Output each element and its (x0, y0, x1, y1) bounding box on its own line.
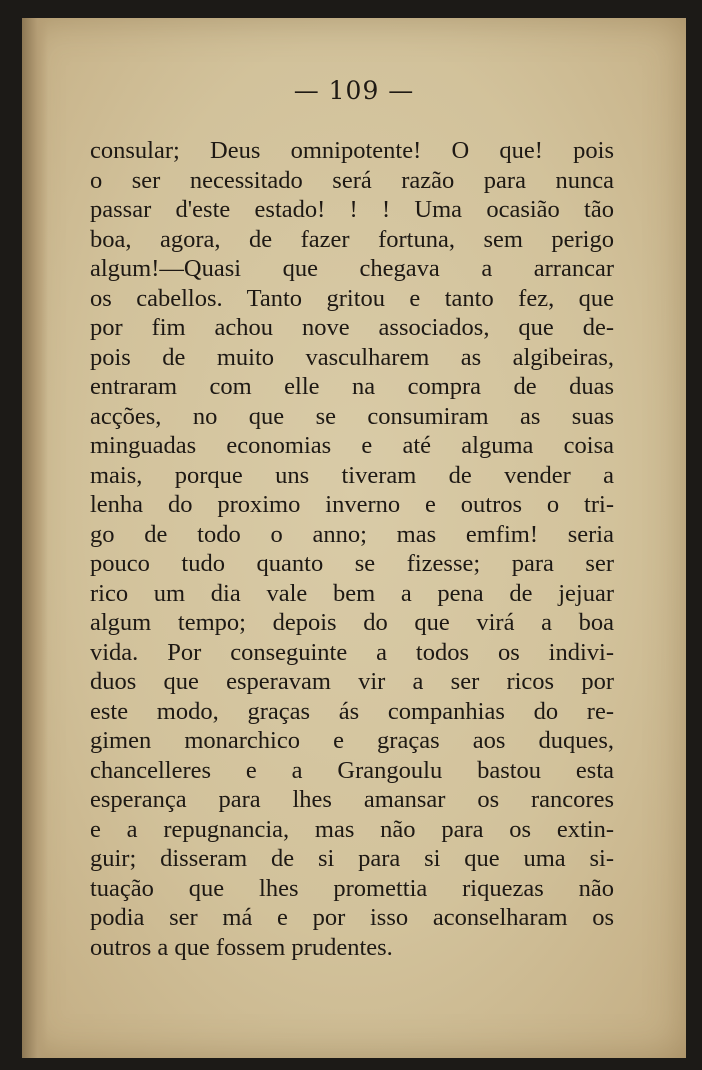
text-line: algum tempo; depois do que virá a boa (90, 609, 614, 636)
text-line: vida. Por conseguinte a todos os indivi- (90, 638, 614, 666)
text-line: pouco tudo quanto se fizesse; para ser (90, 550, 614, 577)
text-line: esperança para lhes amansar os rancores (90, 786, 614, 813)
text-line: entraram com elle na compra de duas (90, 373, 614, 400)
text-line: rico um dia vale bem a pena de jejuar (90, 579, 614, 607)
text-line: os cabellos. Tanto gritou e tanto fez, que (90, 284, 614, 312)
body-text (90, 136, 614, 962)
text-line: gimen monarchico e graças aos duques, (90, 727, 614, 754)
text-line: algum!—Quasi que chegava a arrancar (90, 255, 614, 282)
text-line: go de todo o anno; mas emfim! seria (90, 520, 614, 548)
text-line: chancelleres e a Grangoulu bastou esta (90, 756, 614, 784)
text-line: outros a que fossem prudentes. (90, 933, 393, 961)
text-line: passar d'este estado! ! ! Uma ocasião tão (90, 196, 614, 223)
text-line: boa, agora, de fazer fortuna, sem perigo (90, 225, 614, 253)
text-line: lenha do proximo inverno e outros o tri- (90, 491, 614, 518)
text-line: mais, porque uns tiveram de vender a (90, 461, 614, 489)
text-line: este modo, graças ás companhias do re- (90, 697, 614, 725)
text-line: consular; Deus omnipotente! O que! pois (90, 137, 614, 164)
text-line: pois de muito vasculharem as algibeiras, (90, 343, 614, 371)
page-gutter (22, 18, 48, 1058)
text-line: minguadas economias e até alguma coisa (90, 432, 614, 459)
text-line: o ser necessitado será razão para nunca (90, 166, 614, 194)
book-page (22, 18, 686, 1058)
text-line: guir; disseram de si para si que uma si- (90, 845, 614, 872)
text-line: podia ser má e por isso aconselharam os (90, 904, 614, 931)
text-line: acções, no que se consumiram as suas (90, 402, 614, 430)
text-line: tuação que lhes promettia riquezas não (90, 874, 614, 902)
text-line: duos que esperavam vir a ser ricos por (90, 668, 614, 695)
text-line: por fim achou nove associados, que de- (90, 314, 614, 341)
page-number: — 109 — (293, 76, 415, 105)
text-line: e a repugnancia, mas não para os extin- (90, 815, 614, 843)
